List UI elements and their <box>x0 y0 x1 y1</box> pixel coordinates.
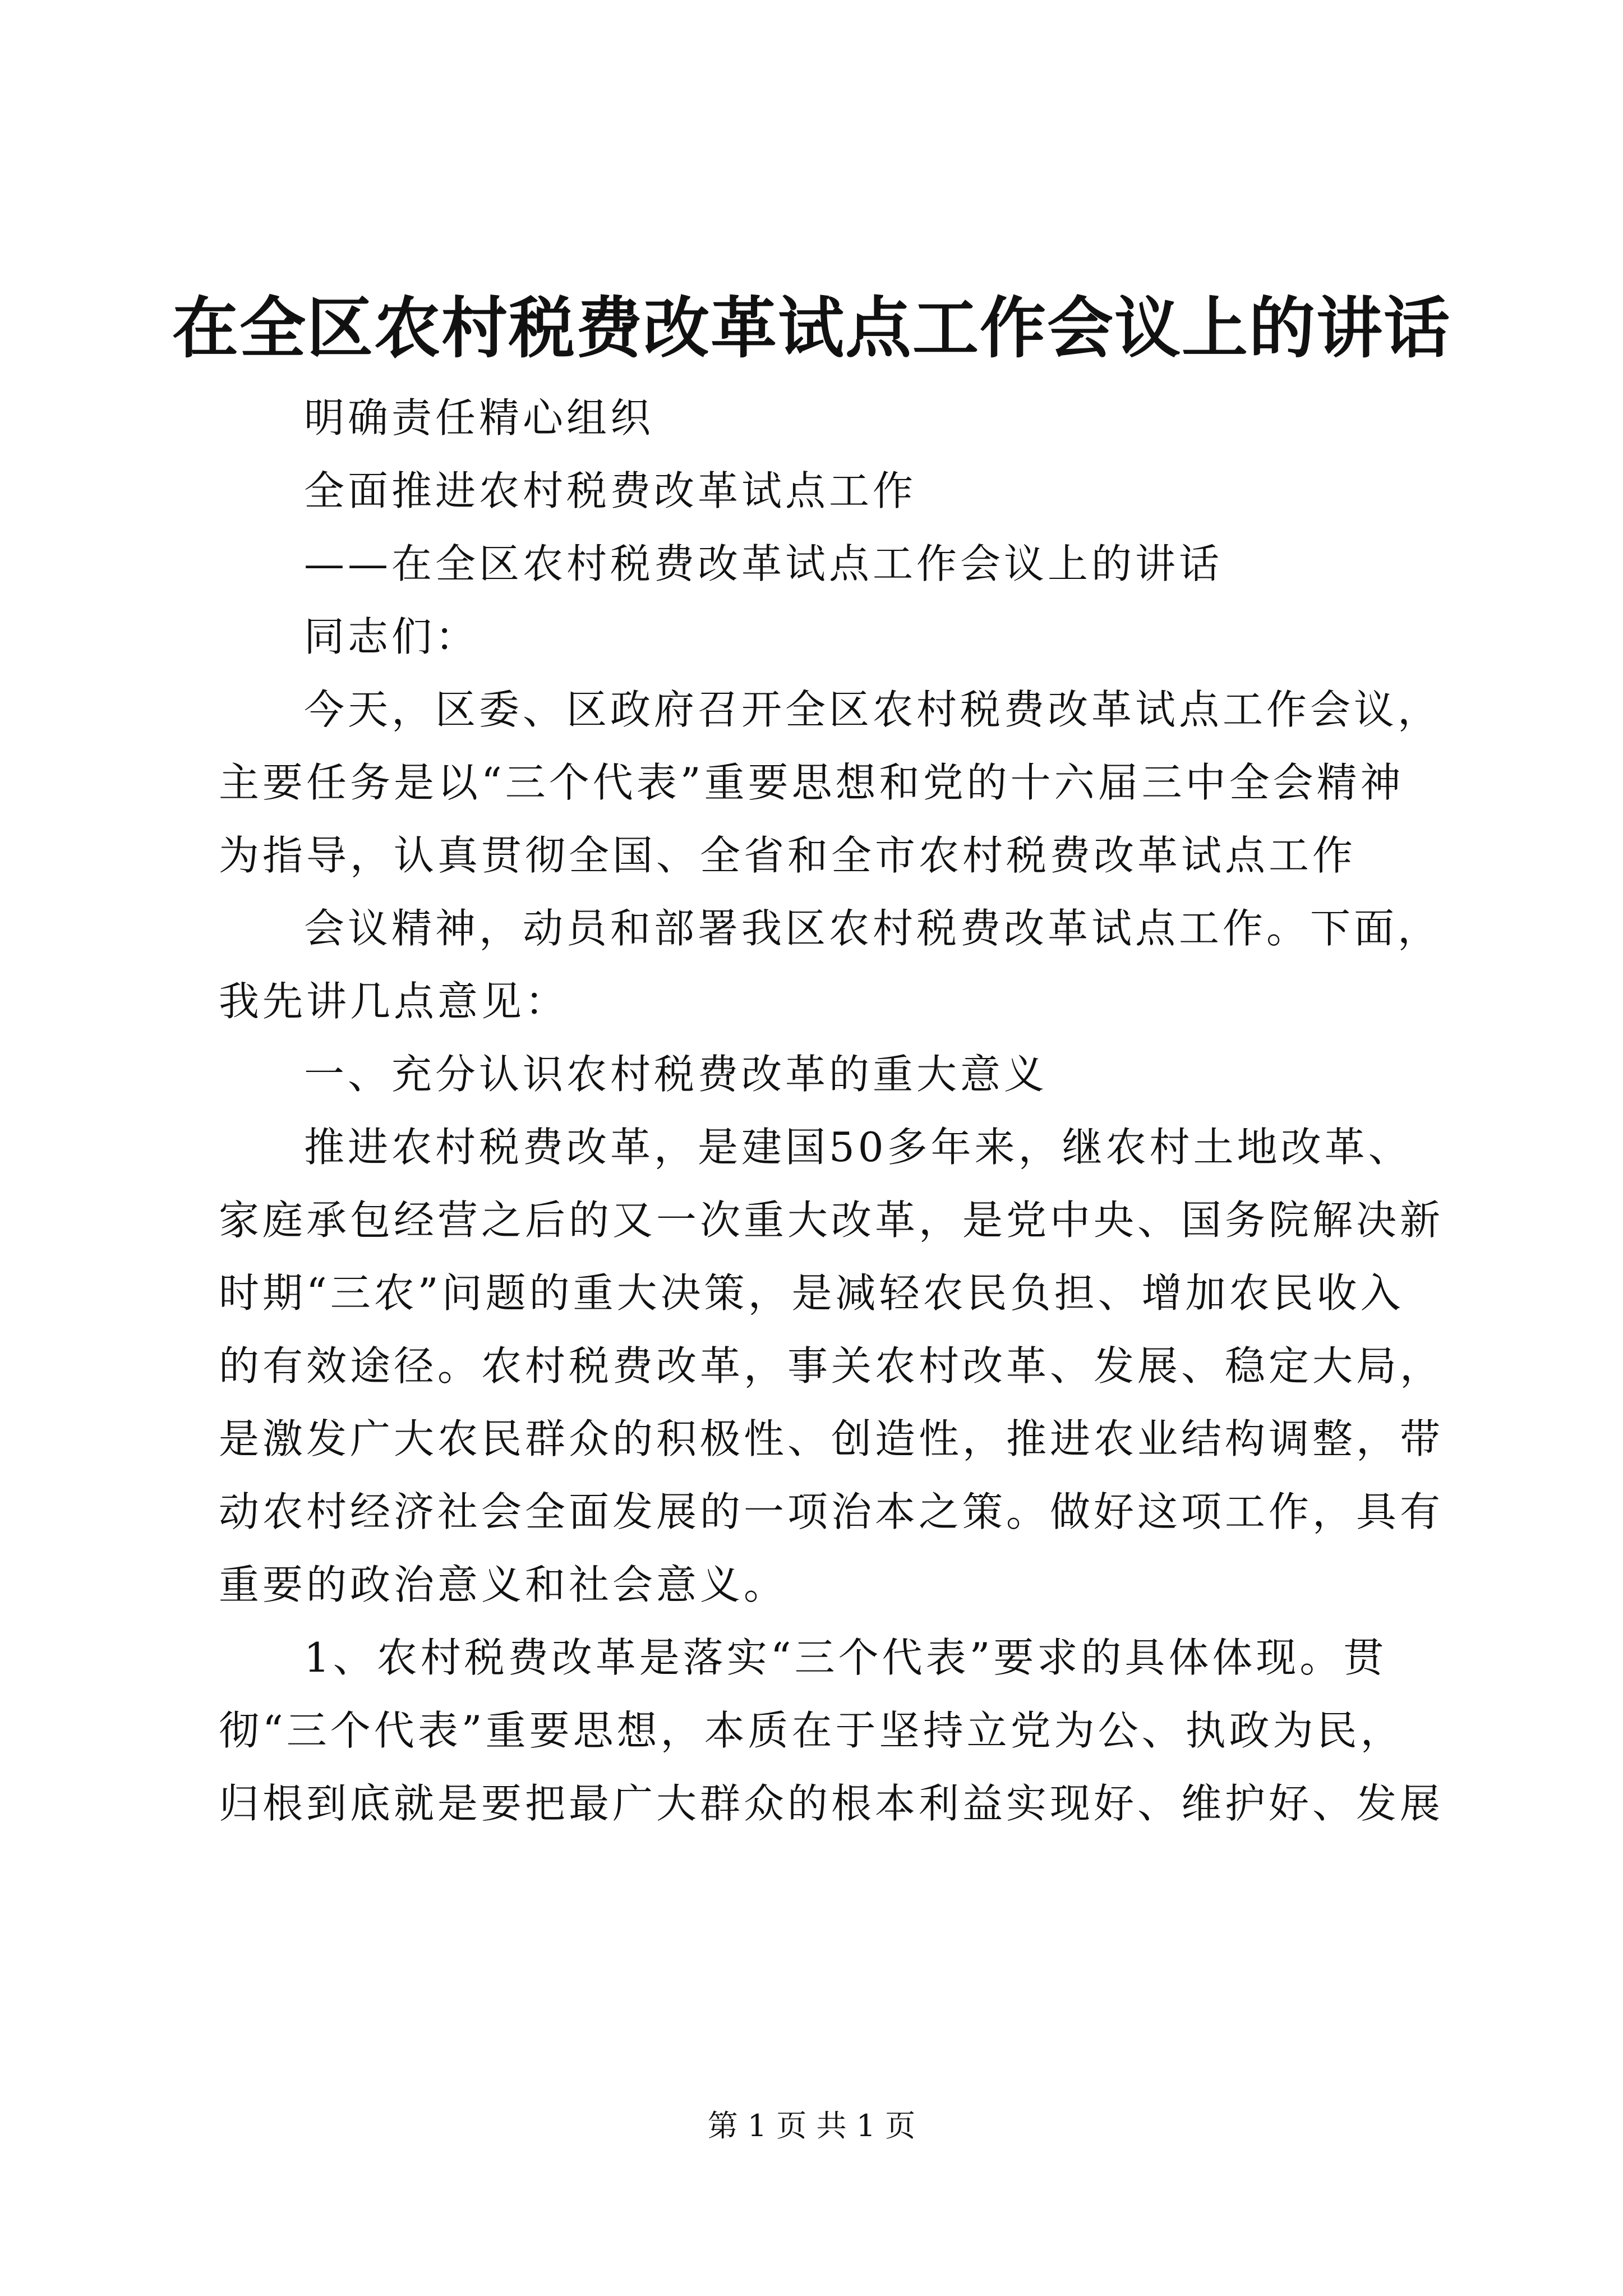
text-line: 今天，区委、区政府召开全区农村税费改革试点工作会议， <box>304 686 1442 733</box>
text-line: 主要任务是以“三个代表”重要思想和党的十六届三中全会精神 <box>219 759 1404 806</box>
text-line: ——在全区农村税费改革试点工作会议上的讲话 <box>304 540 1223 587</box>
text-line: 我先讲几点意见： <box>219 978 569 1025</box>
text-line: 彻“三个代表”重要思想，本质在于坚持立党为公、执政为民， <box>219 1707 1404 1754</box>
text-line: 家庭承包经营之后的又一次重大改革，是党中央、国务院解决新 <box>219 1197 1444 1244</box>
text-line: 动农村经济社会全面发展的一项治本之策。做好这项工作，具有 <box>219 1488 1444 1535</box>
text-line: 明确责任精心组织 <box>304 394 654 441</box>
document-body <box>219 381 1444 1840</box>
page-footer: 第 1 页 共 1 页 <box>707 2108 916 2143</box>
text-line: 1、农村税费改革是落实“三个代表”要求的具体体现。贯 <box>304 1634 1387 1681</box>
text-line: 为指导，认真贯彻全国、全省和全市农村税费改革试点工作 <box>219 832 1357 879</box>
text-line: 同志们： <box>304 613 479 660</box>
text-line: 全面推进农村税费改革试点工作 <box>304 467 917 514</box>
text-line: 是激发广大农民群众的积极性、创造性，推进农业结构调整，带 <box>219 1415 1444 1462</box>
document-title: 在全区农村税费改革试点工作会议上的讲话 <box>172 289 1451 367</box>
text-line: 时期“三农”问题的重大决策，是减轻农民负担、增加农民收入 <box>219 1269 1404 1317</box>
text-line: 会议精神，动员和部署我区农村税费改革试点工作。下面， <box>304 905 1442 952</box>
text-line: 归根到底就是要把最广大群众的根本利益实现好、维护好、发展 <box>219 1780 1444 1827</box>
text-line: 推进农村税费改革，是建国50多年来，继农村土地改革、 <box>304 1124 1412 1171</box>
text-line: 一、充分认识农村税费改革的重大意义 <box>304 1051 1048 1098</box>
text-line: 的有效途径。农村税费改革，事关农村改革、发展、稳定大局， <box>219 1342 1444 1389</box>
text-line: 重要的政治意义和社会意义。 <box>219 1561 788 1608</box>
